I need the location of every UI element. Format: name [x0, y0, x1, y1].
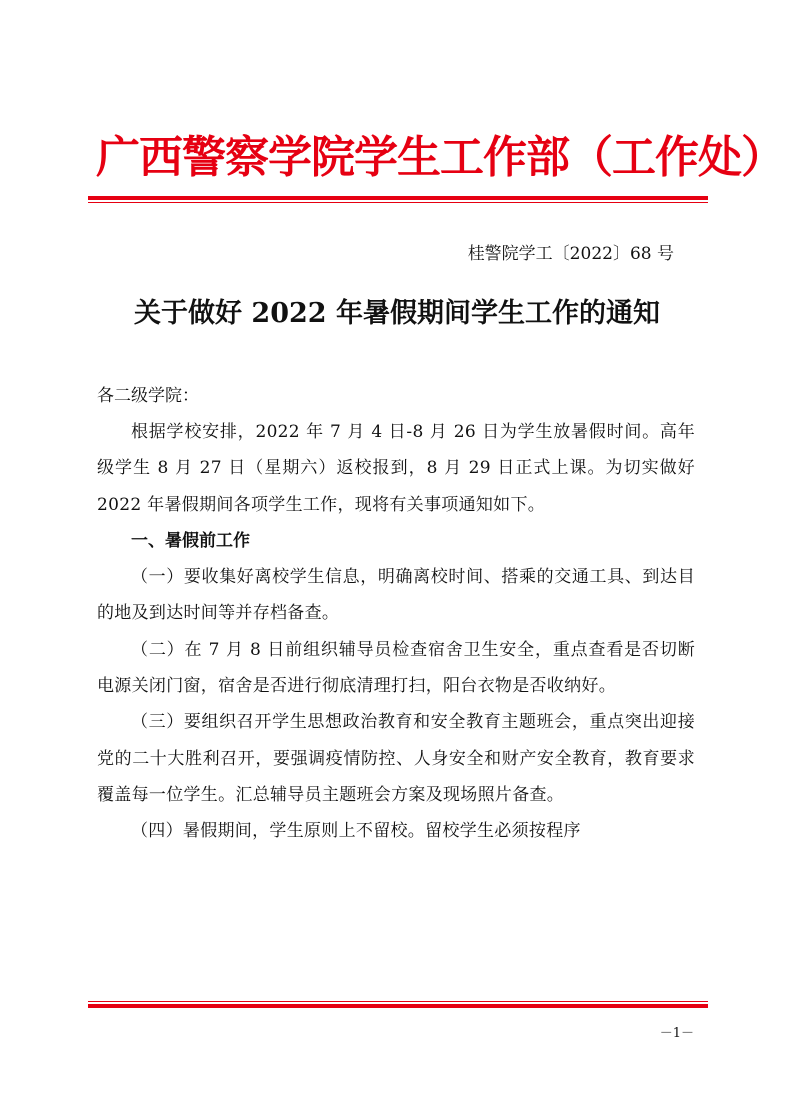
paragraph-item-1: （一）要收集好离校学生信息，明确离校时间、搭乘的交通工具、到达目的地及到达时间等并存档备查。: [97, 567, 695, 624]
document-title: 关于做好 2022 年暑假期间学生工作的通知: [134, 298, 660, 329]
masthead: 广西警察学院学生工作部（工作处）: [96, 132, 784, 183]
paragraph-item-3: （三）要组织召开学生思想政治教育和安全教育主题班会，重点突出迎接党的二十大胜利召开，要强调疫情防控、人身安全和财产安全教育，教育要求覆盖每一位学生。汇总辅导员主题班会方案及现场照片备查。: [97, 712, 695, 805]
page-number: －1－: [659, 1026, 694, 1041]
masthead-rule-thick: [88, 196, 708, 200]
document-number: 桂警院学工〔2022〕68 号: [467, 244, 674, 264]
paragraph-item-2: （二）在 7 月 8 日前组织辅导员检查宿舍卫生安全，重点查看是否切断电源关闭门窗，宿舍是否进行彻底清理打扫，阳台衣物是否收纳好。: [97, 639, 695, 697]
masthead-rule-thin: [88, 202, 708, 203]
paragraph-item-4: （四）暑假期间，学生原则上不留校。留校学生必须按程序: [131, 821, 581, 842]
section-heading: 一、暑假前工作: [131, 530, 250, 551]
paragraph-intro: 根据学校安排，2022 年 7 月 4 日-8 月 26 日为学生放暑假时间。高年级学生 8 月 27 日（星期六）返校报到，8 月 29 日正式上课。为切实做好 2022 年暑假期间各项学生工作，现将有关事项通知如下。: [97, 422, 695, 515]
salutation: 各二级学院：: [97, 386, 199, 406]
footer-rule-thin: [88, 1001, 708, 1002]
footer-rule-thick: [88, 1004, 708, 1008]
body-text: [97, 414, 695, 850]
